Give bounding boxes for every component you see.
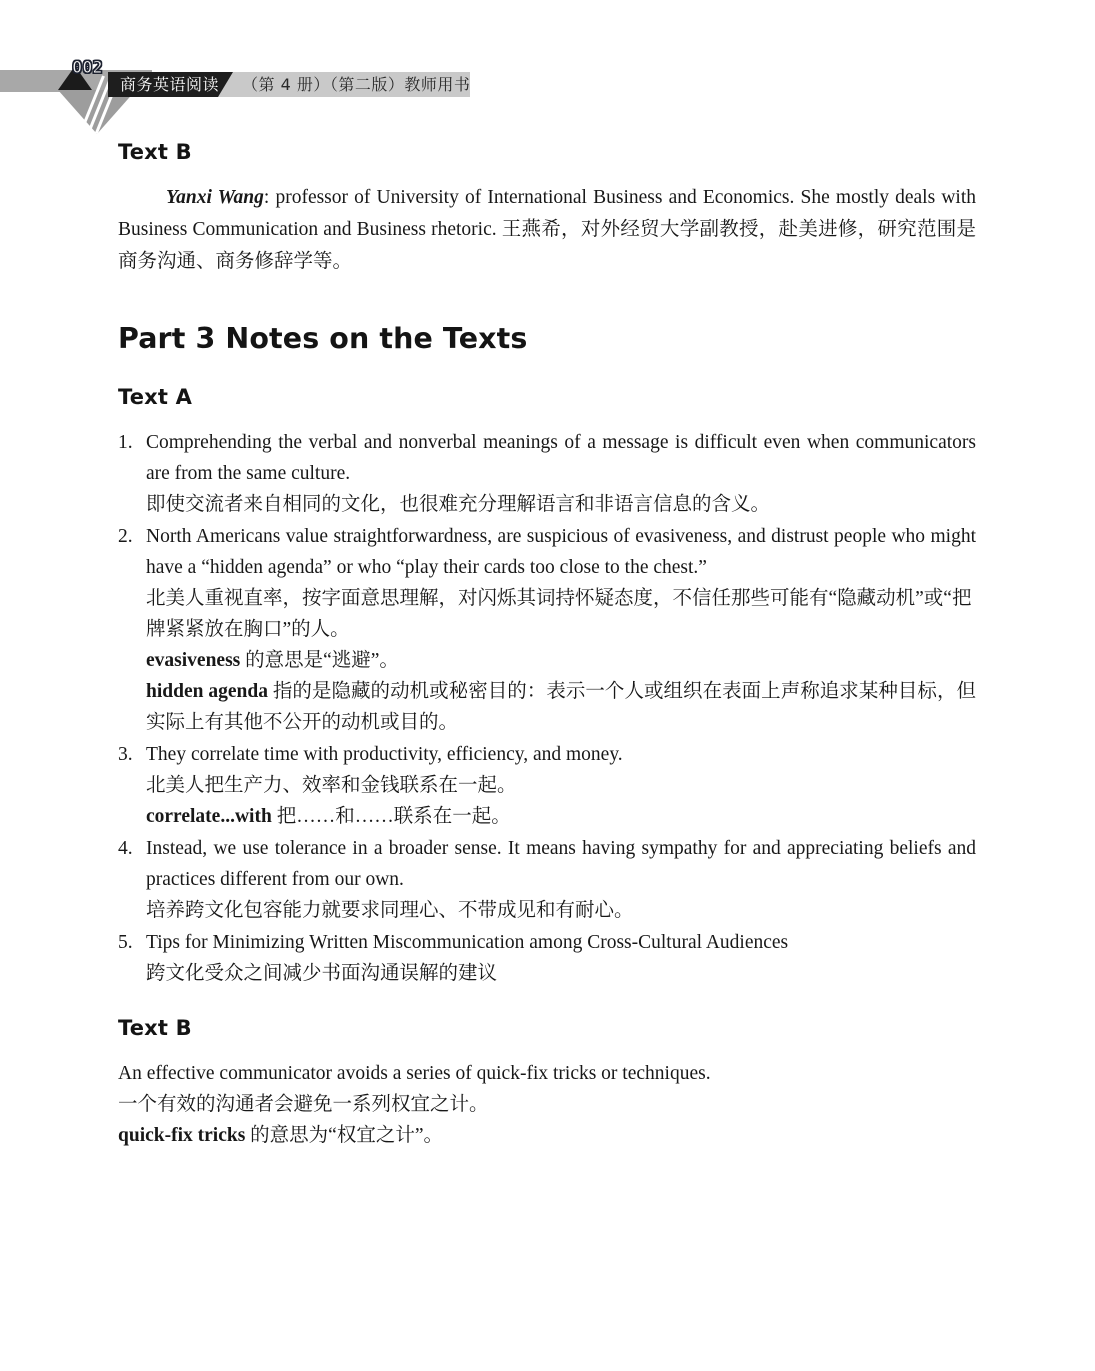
author-bio-text: : professor of University of International Business and Economics. She mostly deals with Business Communication and Business rhetoric. 王燕希，对外经贸大学副教授，赴美进修，研究范围是商务沟通、商务修辞学等。 [118, 187, 976, 272]
note-line-chinese: 北美人把生产力、效率和金钱联系在一起。 [146, 775, 517, 796]
note-item [118, 739, 976, 832]
page-title: Part 3 Notes on the Texts [118, 322, 528, 355]
note-number: 4. [118, 838, 133, 859]
note-line-glossary [146, 676, 976, 738]
note-line-chinese: 即使交流者来自相同的文化，也很难充分理解语言和非语言信息的含义。 [146, 494, 771, 515]
note-item [118, 427, 976, 520]
glossary-term: evasiveness [146, 650, 241, 671]
author-name: Yanxi Wang [166, 187, 264, 208]
note-number: 1. [118, 432, 133, 453]
glossary-term: quick-fix tricks [118, 1125, 246, 1146]
glossary-definition: 的意思是“逃避”。 [240, 650, 399, 671]
note-line-chinese: 跨文化受众之间减少书面沟通误解的建议 [146, 963, 498, 984]
note-number: 2. [118, 526, 133, 547]
notes-list-text-a [118, 427, 976, 989]
note-line-english: Comprehending the verbal and nonverbal meanings of a message is difficult even when communicators are from the same culture. [146, 432, 976, 484]
note-line-english: Tips for Minimizing Written Miscommunication among Cross-Cultural Audiences [146, 932, 789, 953]
glossary-definition: 的意思为“权宜之计”。 [245, 1125, 443, 1146]
book-title: 商务英语阅读 [120, 75, 220, 94]
page-number: 002 [72, 58, 103, 78]
glossary-term: hidden agenda [146, 681, 268, 702]
note-number: 3. [118, 744, 133, 765]
note-item [118, 521, 976, 738]
note-line-glossary [146, 645, 976, 676]
glossary-definition: 把……和……联系在一起。 [271, 806, 511, 827]
note-line-chinese: 培养跨文化包容能力就要求同理心、不带成见和有耐心。 [146, 900, 634, 921]
glossary-term: correlate...with [146, 806, 272, 827]
note-number: 5. [118, 932, 133, 953]
note-line-chinese: 北美人重视直率，按字面意思理解，对闪烁其词持怀疑态度，不信任那些可能有“隐藏动机”或“把牌紧紧放在胸口”的人。 [146, 588, 972, 640]
book-subtitle: （第 4 册）（第二版）教师用书 [242, 75, 471, 94]
note-item [118, 833, 976, 926]
author-bio-paragraph [118, 182, 976, 278]
glossary-definition: 指的是隐藏的动机或秘密目的：表示一个人或组织在表面上声称追求某种目标，但实际上有其他不公开的动机或目的。 [146, 681, 976, 733]
note-line-english: North Americans value straightforwardness, are suspicious of evasiveness, and distrust people who might have a “hidden agenda” or who “play their cards too close to the chest.” [146, 526, 976, 578]
notes-list-text-b [118, 1058, 976, 1151]
page-content [118, 140, 976, 1151]
note-line-glossary [146, 801, 976, 832]
note-line-chinese: 一个有效的沟通者会避免一系列权宜之计。 [118, 1094, 489, 1115]
running-header [0, 0, 1095, 135]
note-item [118, 927, 976, 989]
heading-text-b: Text B [118, 1016, 192, 1040]
note-line-english: They correlate time with productivity, efficiency, and money. [146, 744, 623, 765]
note-line-english: Instead, we use tolerance in a broader sense. It means having sympathy for and appreciating beliefs and practices different from our own. [146, 838, 976, 890]
heading-text-b-top: Text B [118, 140, 192, 164]
note-line-glossary [118, 1120, 976, 1151]
note-line-english: An effective communicator avoids a series of quick-fix tricks or techniques. [118, 1063, 711, 1084]
heading-text-a: Text A [118, 385, 193, 409]
